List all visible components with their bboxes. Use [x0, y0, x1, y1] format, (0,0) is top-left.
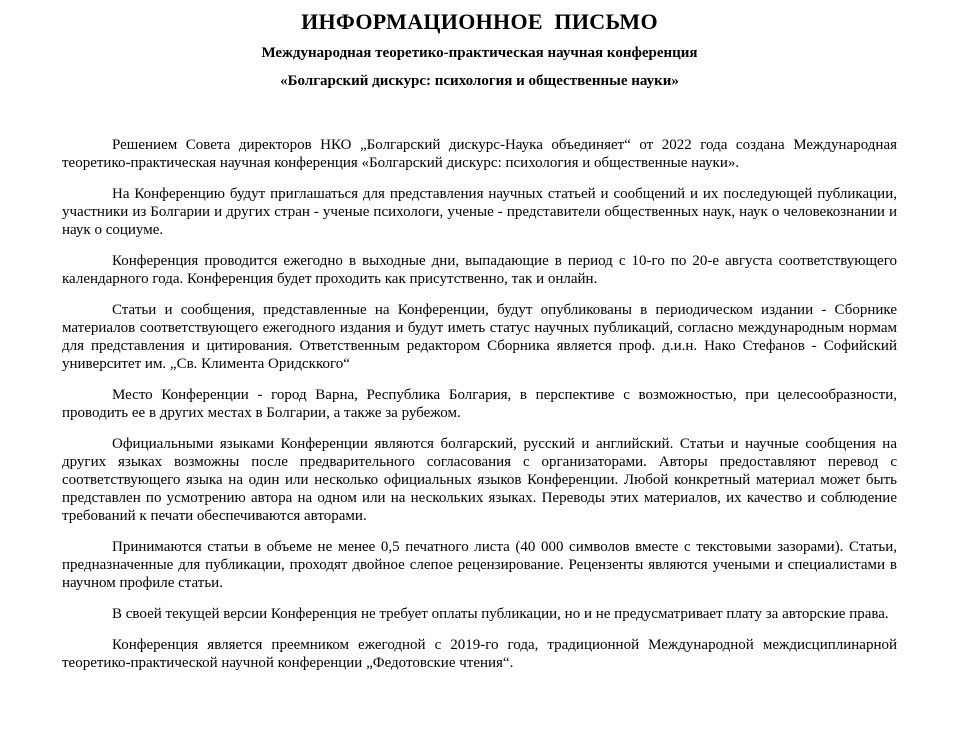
conference-name-subtitle: «Болгарский дискурс: психология и общественные науки»	[280, 73, 679, 89]
conference-type-subtitle: Международная теоретико-практическая научная конференция	[261, 45, 698, 61]
paragraph-predecessor: Конференция является преемником ежегодной с 2019-го года, традиционной Международной междисциплинарной теоретико-практической научной конференции „Федотовские чтения“.	[62, 637, 897, 671]
paragraph-languages: Официальными языками Конференции являются болгарский, русский и английский. Статьи и научные сообщения на других языках возможны после предварительного согласования с организаторами. Авторы предоставляют перевод с соответствующего языка на один или несколько официальных языков Конференции. Любой конкретный материал может быть представлен по усмотрению автора на одном или на нескольких языках. Переводы этих материалов, их качество и соблюдение требований к печати обеспечиваются авторами.	[62, 436, 897, 524]
paragraph-participants: На Конференцию будут приглашаться для представления научных статьей и сообщений и их последующей публикации, участники из Болгарии и других стран - ученые психологи, ученые - представители общественных наук, наук о человекознании и наук о социуме.	[62, 186, 897, 238]
paragraph-establishment: Решением Совета директоров НКО „Болгарский дискурс-Наука объединяет“ от 2022 года создана Международная теоретико-практическая научная конференция «Болгарский дискурс: психология и общественные науки».	[62, 137, 897, 171]
paragraph-fees: В своей текущей версии Конференция не требует оплаты публикации, но и не предусматривает плату за авторские права.	[112, 606, 889, 622]
document-body	[62, 136, 897, 672]
paragraph-schedule: Конференция проводится ежегодно в выходные дни, выпадающие в период с 10-го по 20-е августа соответствующего календарного года. Конференция будет проходить как присутственно, так и онлайн.	[62, 253, 897, 287]
paragraph-publication: Статьи и сообщения, представленные на Конференции, будут опубликованы в периодическом издании - Сборнике материалов соответствующего ежегодного издания и будут иметь статус научных публикаций, согласно международным нормам для представления и цитирования. Ответственным редактором Сборника является проф. д.и.н. Нако Стефанов - Софийский университет им. „Св. Климента Оридсккого“	[62, 302, 897, 372]
document-title: ИНФОРМАЦИОННОЕ ПИСЬМО	[301, 9, 658, 34]
paragraph-requirements: Принимаются статьи в объеме не менее 0,5 печатного листа (40 000 символов вместе с текстовыми зазорами). Статьи, предназначенные для публикации, проходят двойное слепое рецензирование. Рецензенты являются учеными и специалистами в научном профиле статьи.	[62, 539, 897, 591]
paragraph-location: Место Конференции - город Варна, Республика Болгария, в перспективе с возможностью, при целесообразности, проводить ее в других местах в Болгарии, а также за рубежом.	[62, 387, 897, 421]
